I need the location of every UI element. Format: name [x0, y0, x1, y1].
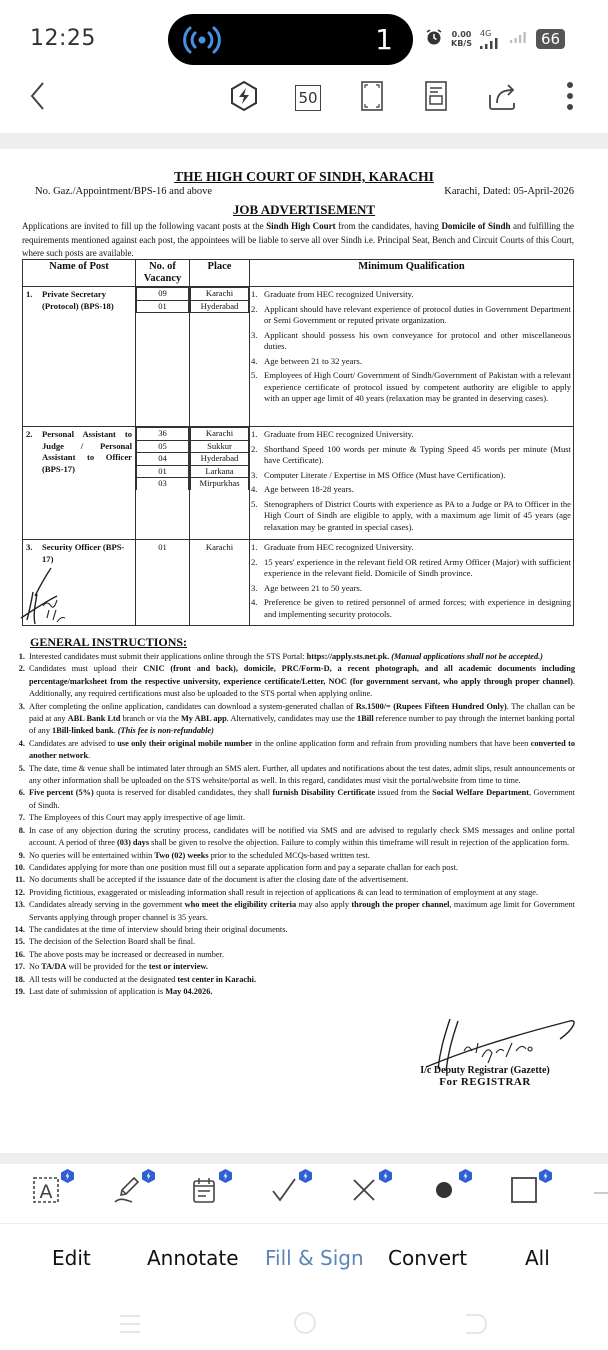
header-minimum-qualification: Minimum Qualification — [250, 260, 574, 287]
instruction-item: 18. All tests will be conducted at the designated test center in Karachi. — [14, 974, 257, 984]
signatory-for: For REGISTRAR — [439, 1076, 531, 1088]
bolt-badge-icon — [61, 1169, 74, 1183]
instruction-item: 10. Candidates applying for more than one position must fill out a separate application form and pay a separate challan for each post. — [14, 862, 458, 872]
post-name: 3. Security Officer (BPS-17) — [26, 542, 125, 564]
bolt-badge-icon — [539, 1169, 552, 1183]
status-icons — [425, 26, 565, 52]
instruction-item: 17. No TA/DA will be provided for the test or interview. — [14, 962, 208, 972]
vacancy-place: Mirpurkhas — [191, 478, 249, 490]
live-activity-pill[interactable] — [168, 14, 413, 65]
instruction-item: 15. The decision of the Selection Board shall be final. — [14, 937, 196, 947]
ai-tools-button[interactable] — [226, 80, 262, 116]
tab-annotate[interactable]: Annotate — [147, 1246, 239, 1270]
home-icon[interactable] — [292, 1310, 318, 1341]
vacancy-count: 01 — [136, 540, 190, 626]
share-button[interactable] — [484, 80, 520, 116]
view-mode-button[interactable] — [418, 80, 454, 116]
text-box-tool[interactable] — [26, 1172, 66, 1212]
tab-edit[interactable]: Edit — [52, 1246, 91, 1270]
vacancy-count: 36 — [137, 428, 189, 441]
chevron-left-icon — [28, 81, 48, 116]
general-instructions-title: GENERAL INSTRUCTIONS: — [30, 635, 188, 649]
instruction-item: 12. Providing fictitious, exaggerated or misleading information shall result in rejection of applications & can lead to termination of employment at any stage. — [14, 887, 538, 897]
broadcast-icon — [182, 24, 222, 61]
view-mode-icon — [424, 80, 448, 117]
instruction-item: 3. After completing the online application, candidates can download a system-generated challan of Rs.1500/= (Rupees Fifteen Hundred Only). The challan can be paid at any ABL Bank Ltd branch or via the My ABL app. Alternatively, candidates may use the 1Bill reference number to pay through the internet banking portal of any 1Bill-linked bank. (This fee is non-refundable) — [18, 701, 575, 736]
tab-fill-and-sign[interactable]: Fill & Sign — [265, 1246, 364, 1270]
header-place: Place — [190, 260, 250, 287]
page-number-icon: 50 — [295, 85, 321, 111]
cross-mark-icon — [350, 1176, 378, 1209]
date-tool[interactable] — [184, 1172, 224, 1212]
tab-all[interactable]: All — [525, 1246, 550, 1270]
vacancy-place: Larkana — [191, 465, 249, 478]
more-tools-overflow[interactable] — [594, 1192, 608, 1194]
header-no-of-vacancy: No. of Vacancy — [136, 260, 190, 287]
text-box-icon — [31, 1175, 61, 1210]
bolt-badge-icon — [142, 1169, 155, 1183]
table-row — [23, 427, 574, 540]
vacancy-place: Karachi — [191, 428, 249, 441]
vacancy-place: Hyderabad — [191, 300, 249, 313]
fill-sign-tools — [0, 1164, 608, 1224]
vacancy-place: Karachi — [190, 540, 250, 626]
fit-screen-icon — [360, 80, 384, 117]
document-title: THE HIGH COURT OF SINDH, KARACHI — [174, 169, 434, 184]
rectangle-icon — [509, 1175, 539, 1210]
instruction-item: 1. Interested candidates must submit their applications online through the STS Portal: https://apply.sts.net.pk. (Manual applications shall not be accepted.) — [18, 652, 543, 661]
page-number-button[interactable] — [290, 80, 326, 116]
post-name: 2. Personal Assistant to Judge / Personal Assistant to Officer (BPS-17) — [26, 429, 132, 474]
vacancy-count: 04 — [137, 453, 189, 466]
tab-convert[interactable]: Convert — [388, 1246, 468, 1270]
signatory-block — [395, 1065, 575, 1088]
alarm-icon — [425, 28, 443, 51]
table-row — [23, 287, 574, 427]
bolt-badge-icon — [219, 1169, 232, 1183]
pdf-page[interactable] — [0, 149, 608, 1153]
top-toolbar — [0, 72, 608, 127]
table-row — [23, 540, 574, 626]
instruction-item: 16. The above posts may be increased or decreased in number. — [14, 949, 224, 959]
data-rate: 0.00 KB/S — [451, 30, 472, 48]
instructions-list — [12, 651, 575, 924]
signature-tool[interactable] — [107, 1172, 147, 1212]
instruction-item: 6. Five percent (5%) quota is reserved for disabled candidates, they shall furnish Disability Certificate issued from the Social Welfare Department, Government of Sindh. — [18, 788, 575, 810]
checkmark-icon — [269, 1175, 299, 1210]
rectangle-tool[interactable] — [504, 1172, 544, 1212]
vacancy-count: 01 — [137, 300, 189, 313]
vacancy-place: Karachi — [191, 288, 249, 301]
page-gap — [0, 133, 608, 149]
instruction-item: 5. The date, time & venue shall be intimated later through an SMS alert. Further, all updates and notifications about the test dates, admit slips, result announcements or any other information shall be uploaded on the STS website/portal as well. In this regard, candidates must visit the portal/website from time to time. — [18, 763, 575, 786]
instruction-item: 2. Candidates must upload their CNIC (front and back), domicile, PRC/Form-D, a recent photograph, and all academic documents including percentage/marksheet from the respective university, experience certificate/Letter, NOC (for government servant, who apply through proper channel). Additionally, any required certifications must also be uploaded to the STS portal when applying online. — [18, 664, 575, 699]
bolt-badge-icon — [379, 1169, 392, 1183]
initials-signature — [13, 566, 73, 628]
header-name-of-post: Name of Post — [23, 260, 136, 287]
signal-icon-secondary — [510, 30, 528, 48]
instruction-item: 4. Candidates are advised to use only their original mobile number in the online application form and refrain from providing numbers that have been converted to another network. — [18, 738, 575, 761]
more-options-button[interactable] — [552, 80, 588, 116]
instruction-item: 7. The Employees of this Court may apply irrespective of age limit. — [18, 813, 245, 823]
post-name: 1. Private Secretary (Protocol) (BPS-18) — [26, 289, 114, 311]
pen-signature-icon — [112, 1175, 142, 1210]
page-gap-bottom — [0, 1153, 608, 1164]
instruction-item: 9. No queries will be entertained within Two (02) weeks prior to the scheduled MCQs-based written test. — [18, 850, 370, 860]
document-subtitle: JOB ADVERTISEMENT — [232, 202, 376, 217]
dot-icon — [434, 1180, 454, 1205]
dot-tool[interactable] — [424, 1172, 464, 1212]
clock: 12:25 — [30, 26, 96, 51]
fit-screen-button[interactable] — [354, 80, 390, 116]
vacancy-count: 05 — [137, 440, 189, 453]
svg-text:A: A — [39, 1180, 53, 1203]
cross-tool[interactable] — [344, 1172, 384, 1212]
recent-apps-icon[interactable] — [118, 1312, 142, 1341]
vacancy-count: 01 — [137, 465, 189, 478]
document-date: Karachi, Dated: 05-April-2026 — [444, 186, 574, 197]
battery-indicator: 66 — [536, 29, 565, 49]
qualification-list: 1. Graduate from HEC recognized University. 2. Applicant should have relevant experience of protocol duties in Government Department or Semi Government or reputed private organization. 3. Applicant should possess his own conveyance for protocol and other miscellaneous duties. 4. Age between 21 to 32 years. 5. Employees of High Court/ Government of Sindh/Government of Pakistan with a relevant experience certificate of protocol issued by competent authority are eligible to apply with an upper age limit of 40 years (relaxation may be granted in deserving cases). — [251, 289, 571, 403]
instruction-item: 13. Candidates already serving in the government who meet the eligibility criteria may also apply through the proper channel, maximum age limit for Government Servants applying through proper channel is 35 years. — [14, 900, 575, 922]
qualification-list: 1. Graduate from HEC recognized University. 2. Shorthand Speed 100 words per minute & Typing Speed 45 words per minute (Must have Certificate). 3. Computer Literate / Expertise in MS Office (Must have Certification). 4. Age between 18-28 years. 5. Stenographers of District Courts with experience as PA to a Judge or PA to Officer in the High Court of Sindh are eligible to apply, with a maximum age limit of 45 years (age relaxation may be granted in special cases). — [251, 429, 571, 532]
signal-icon-primary: 4G — [480, 29, 502, 49]
instruction-item: 14. The candidates at the time of interview should bring their original documents. — [14, 925, 288, 934]
instructions-list-continued — [12, 924, 392, 998]
vacancy-table — [22, 259, 574, 626]
vacancy-place: Hyderabad — [191, 453, 249, 466]
checkmark-tool[interactable] — [264, 1172, 304, 1212]
system-navigation-bar — [0, 1300, 608, 1350]
signatory-designation: I/c Deputy Registrar (Gazette) — [420, 1065, 550, 1076]
bolt-badge-icon — [299, 1169, 312, 1183]
status-bar — [0, 0, 608, 72]
bolt-badge-icon — [459, 1169, 472, 1183]
mode-tabs — [0, 1236, 608, 1280]
reference-number: No. Gaz./Appointment/BPS-16 and above — [35, 186, 213, 197]
more-vertical-icon — [566, 81, 574, 116]
live-count: 1 — [375, 23, 393, 56]
instruction-item: 11. No documents shall be accepted if the issuance date of the document is after the closing date of the advertisement. — [15, 875, 409, 885]
instruction-item: 8. In case of any objection during the scrutiny process, candidates will be notified via SMS and are advised to regularly check SMS messages and online portal account. A period of three (03) days shall be given to resolve the objection. Failure to comply within this timeframe will result in rejection of the application form. — [18, 825, 575, 848]
qualification-list: 1. Graduate from HEC recognized University. 2. 15 years' experience in the relevant field OR retired Army Officer (Major) with sufficient experience in the relevant field. Domicile of Sindh province. 3. Age between 21 to 50 years. 4. Preference be given to retired personnel of armed forces; with experience in designing and implementing security protocols. — [251, 542, 571, 619]
ai-bolt-icon — [229, 80, 259, 117]
intro-paragraph: Applications are invited to fill up the following vacant posts at the Sindh High Court from the candidates, having Domicile of Sindh and fulfilling the requirements mentioned against each post, the appointees will be liable to serve all over Sindh i.e. Principal Seat, Bench and Circuit Courts of this Court, where such posts are available. — [22, 221, 574, 258]
vacancy-count: 03 — [137, 478, 189, 490]
share-icon — [487, 81, 517, 116]
instruction-item: 19. Last date of submission of application is May 04.2026. — [14, 987, 213, 997]
date-icon — [189, 1175, 219, 1210]
vacancy-count: 09 — [137, 288, 189, 301]
vacancy-place: Sukkur — [191, 440, 249, 453]
back-button[interactable] — [20, 80, 56, 116]
back-nav-icon[interactable] — [462, 1312, 488, 1341]
